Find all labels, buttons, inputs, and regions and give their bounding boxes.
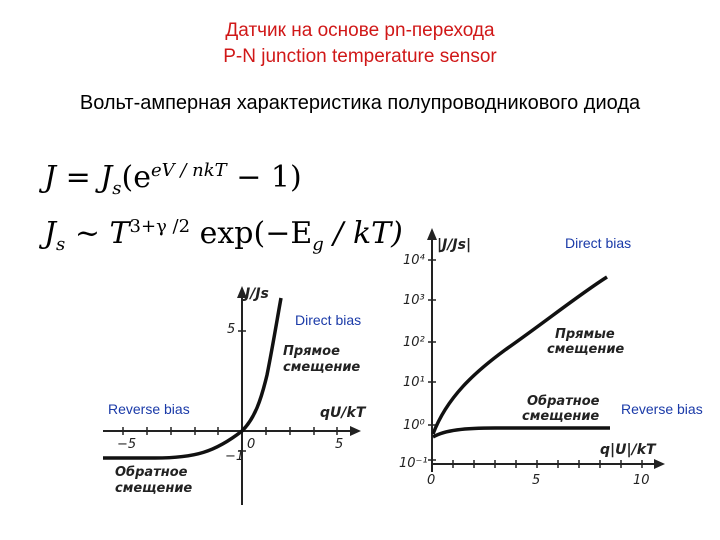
formula2-t: T	[109, 216, 130, 251]
right-log-plot	[395, 222, 675, 502]
right-forward-label-1: Прямые	[555, 327, 615, 342]
left-x-arrow	[350, 426, 361, 436]
left-y-axis-label: J/Js	[245, 286, 269, 302]
left-y-tick-5: 5	[227, 322, 236, 337]
formula2-tail: / kT)	[323, 216, 403, 251]
right-y-tick-1e2: 10²	[403, 335, 425, 350]
left-x-tick-0: 0	[247, 437, 256, 452]
left-iv-curve	[103, 298, 281, 458]
right-x-tick-0: 0	[427, 473, 436, 488]
right-callout-direct-bias: Direct bias	[565, 235, 632, 251]
formula2-exp: exp(−E	[199, 216, 313, 251]
left-forward-label-2: смещение	[283, 360, 361, 375]
title-english: P-N junction temperature sensor	[223, 46, 497, 67]
formula-diode-equation	[44, 160, 302, 199]
formula-saturation-current	[44, 216, 403, 255]
right-callout-reverse-bias: Reverse bias	[621, 401, 703, 417]
right-y-tick-1e3: 10³	[403, 293, 425, 308]
right-ticks	[428, 260, 642, 468]
right-reverse-curve	[433, 428, 610, 437]
right-y-axis-label: |J/Js|	[437, 237, 472, 253]
formula-tail: − 1)	[236, 160, 302, 195]
right-reverse-label-1: Обратное	[527, 394, 600, 409]
right-x-tick-10: 10	[633, 473, 650, 488]
left-callout-direct-bias: Direct bias	[295, 312, 362, 328]
left-y-tick-minus1: −1	[225, 449, 245, 464]
right-y-tick-1e-1: 10⁻¹	[399, 456, 428, 471]
right-x-arrow	[654, 459, 665, 469]
formula-j: J	[44, 160, 57, 195]
left-reverse-label-2: смещение	[115, 481, 193, 496]
formula-js-sub: s	[112, 178, 122, 199]
formula-exponent: eV / nkT	[151, 160, 227, 181]
formula2-sim: ~	[74, 216, 100, 251]
left-x-tick-minus5: −5	[117, 437, 137, 452]
formula2-js-sub: s	[56, 234, 66, 255]
title-russian: Датчик на основе pn-перехода	[225, 20, 495, 41]
right-x-tick-5: 5	[532, 473, 541, 488]
formula2-js: J	[44, 216, 57, 251]
formula2-t-exp: 3+γ /2	[129, 216, 191, 237]
subtitle: Вольт-амперная характеристика полупроводникового диода	[79, 92, 641, 114]
left-reverse-label-1: Обратное	[115, 465, 188, 480]
formula-equals: =	[65, 160, 91, 195]
formula2-eg-sub: g	[312, 234, 324, 255]
left-x-axis-label: qU/kT	[320, 405, 366, 421]
right-y-arrow	[427, 228, 437, 240]
left-forward-label-1: Прямое	[283, 344, 340, 359]
right-x-axis-label: q|U|/kT	[600, 442, 656, 458]
formula-paren-e: (e	[121, 160, 152, 195]
left-callout-reverse-bias: Reverse bias	[108, 401, 190, 417]
right-y-tick-1e4: 10⁴	[403, 253, 425, 268]
left-x-tick-5: 5	[335, 437, 344, 452]
formula-js: J	[100, 160, 113, 195]
right-y-tick-1e0: 10⁰	[403, 418, 425, 433]
right-y-tick-1e1: 10¹	[403, 375, 425, 390]
right-reverse-label-2: смещение	[522, 409, 600, 424]
right-forward-label-2: смещение	[547, 342, 625, 357]
